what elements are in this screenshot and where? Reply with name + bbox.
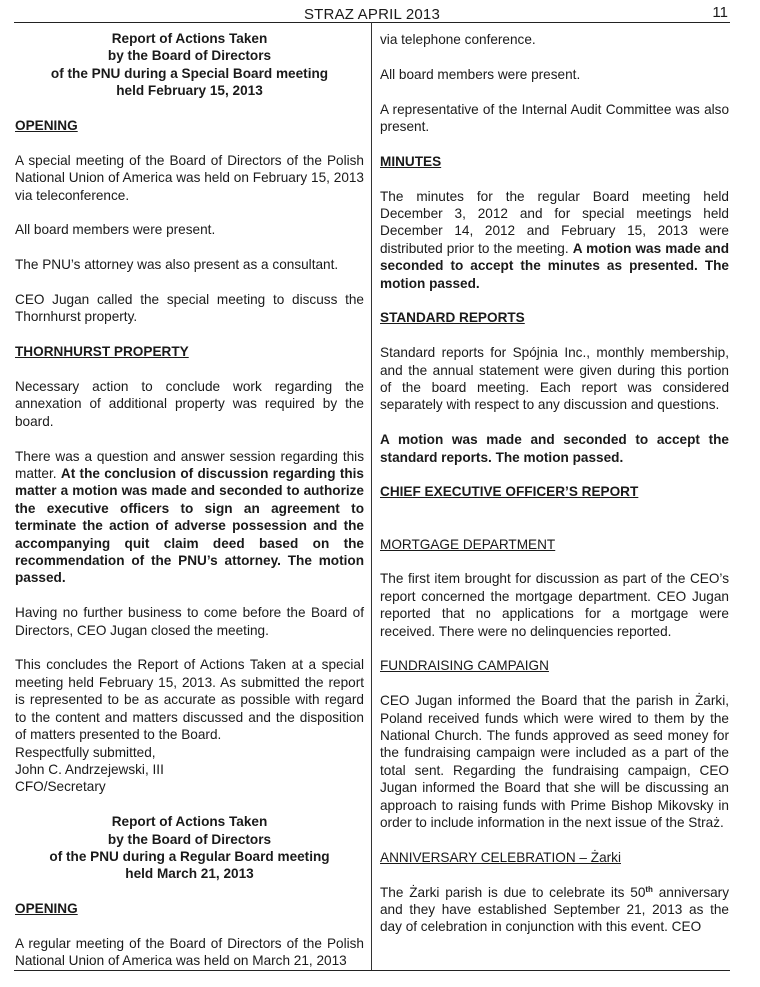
paragraph: Necessary action to conclude work regarding the annexation of additional property was required by the board. xyxy=(15,379,364,429)
motion-paragraph: There was a question and answer session regarding this matter. At the conclusion of discussion regarding this matter a motion was made and seconded to authorize the executive officers to sign an agreement to terminate the action of adverse possession and the accompanying quit claim deed based on the recommendation of the PNU’s attorney. The motion passed. xyxy=(15,448,364,586)
paragraph: The first item brought for discussion as part of the CEO’s report concerned the mortgage department. CEO Jugan reported that no applications for a mortgage were received. There were no delinquencies reported. xyxy=(380,571,729,639)
left-column xyxy=(15,30,364,987)
page-number: 11 xyxy=(712,4,728,21)
paragraph: All board members were present. xyxy=(380,66,581,82)
paragraph: via telephone conference. xyxy=(380,32,536,47)
paragraph: The Żarki parish is due to celebrate its 50th anniversary and they have established September 21, 2013 as the day of celebration in conjunction with this event. CEO xyxy=(380,884,730,935)
signoff-name: John C. Andrzejewski, III xyxy=(15,761,164,777)
report-title-february: Report of Actions Taken by the Board of Directors of the PNU during a Special Board meeting held February 15, 2013 xyxy=(50,31,329,99)
paragraph: A regular meeting of the Board of Directors of the Polish National Union of America was held on March 21, 2013 xyxy=(15,935,364,969)
ceo-report-heading: CHIEF EXECUTIVE OFFICER’S REPORT xyxy=(380,484,639,500)
page-header xyxy=(14,4,730,24)
signoff-role: CFO/Secretary xyxy=(15,779,106,795)
report-title-march: Report of Actions Taken by the Board of Directors of the PNU during a Regular Board meeting held March 21, 2013 xyxy=(49,814,330,882)
standard-reports-heading: STANDARD REPORTS xyxy=(380,310,525,326)
mortgage-heading: MORTGAGE DEPARTMENT xyxy=(380,536,556,552)
paragraph: CEO Jugan informed the Board that the parish in Żarki, Poland received funds which were wired to them by the National Church. The funds approved as seed money for the fundraising campaign were included as a part of the total sent. Regarding the fundraising campaign, CEO Jugan informed the Board that she will be discussing an approach to raising funds with Prime Bishop Mikovsky in order to include information in the next issue of the Straż. xyxy=(380,693,729,831)
motion-paragraph: The minutes for the regular Board meeting held December 3, 2012 and for special meetings held December 14, 2012 and February 15, 2013 were distributed prior to the meeting. A motion was made and seconded to accept the minutes as presented. The motion passed. xyxy=(380,188,730,291)
paragraph: A special meeting of the Board of Directors of the Polish National Union of America was held on February 15, 2013 via teleconference. xyxy=(15,152,364,203)
paragraph: This concludes the Report of Actions Taken at a special meeting held February 15, 2013. As submitted the report is represented to be as accurate as possible with regard to the content and matters discussed and the disposition of matters presented to the Board. xyxy=(15,657,364,743)
minutes-heading: MINUTES xyxy=(380,153,442,169)
paragraph: CEO Jugan called the special meeting to discuss the Thornhurst property. xyxy=(15,292,364,325)
motion-paragraph: A motion was made and seconded to accept the standard reports. The motion passed. xyxy=(380,432,729,465)
signoff-line: Respectfully submitted, xyxy=(15,744,156,760)
right-column xyxy=(380,31,729,953)
column-divider xyxy=(371,22,372,970)
thornhurst-heading: THORNHURST PROPERTY xyxy=(15,344,189,360)
opening-heading: OPENING xyxy=(15,118,78,134)
paragraph: Standard reports for Spójnia Inc., monthly membership, and the annual statement were given during this portion of the board meeting. Each report was considered separately with respect to any discussion and questions. xyxy=(380,345,729,413)
paragraph: A representative of the Internal Audit Committee was also present. xyxy=(380,101,729,134)
opening-heading: OPENING xyxy=(15,901,78,917)
paragraph: The PNU’s attorney was also present as a consultant. xyxy=(15,257,339,273)
paragraph: All board members were present. xyxy=(15,222,216,238)
paragraph: Having no further business to come before the Board of Directors, CEO Jugan closed the meeting. xyxy=(15,605,364,638)
newsletter-title: STRAZ APRIL 2013 xyxy=(303,6,441,23)
anniversary-heading: ANNIVERSARY CELEBRATION – Żarki xyxy=(380,849,621,865)
fundraising-heading: FUNDRAISING CAMPAIGN xyxy=(380,658,549,674)
header-rule xyxy=(14,22,730,23)
